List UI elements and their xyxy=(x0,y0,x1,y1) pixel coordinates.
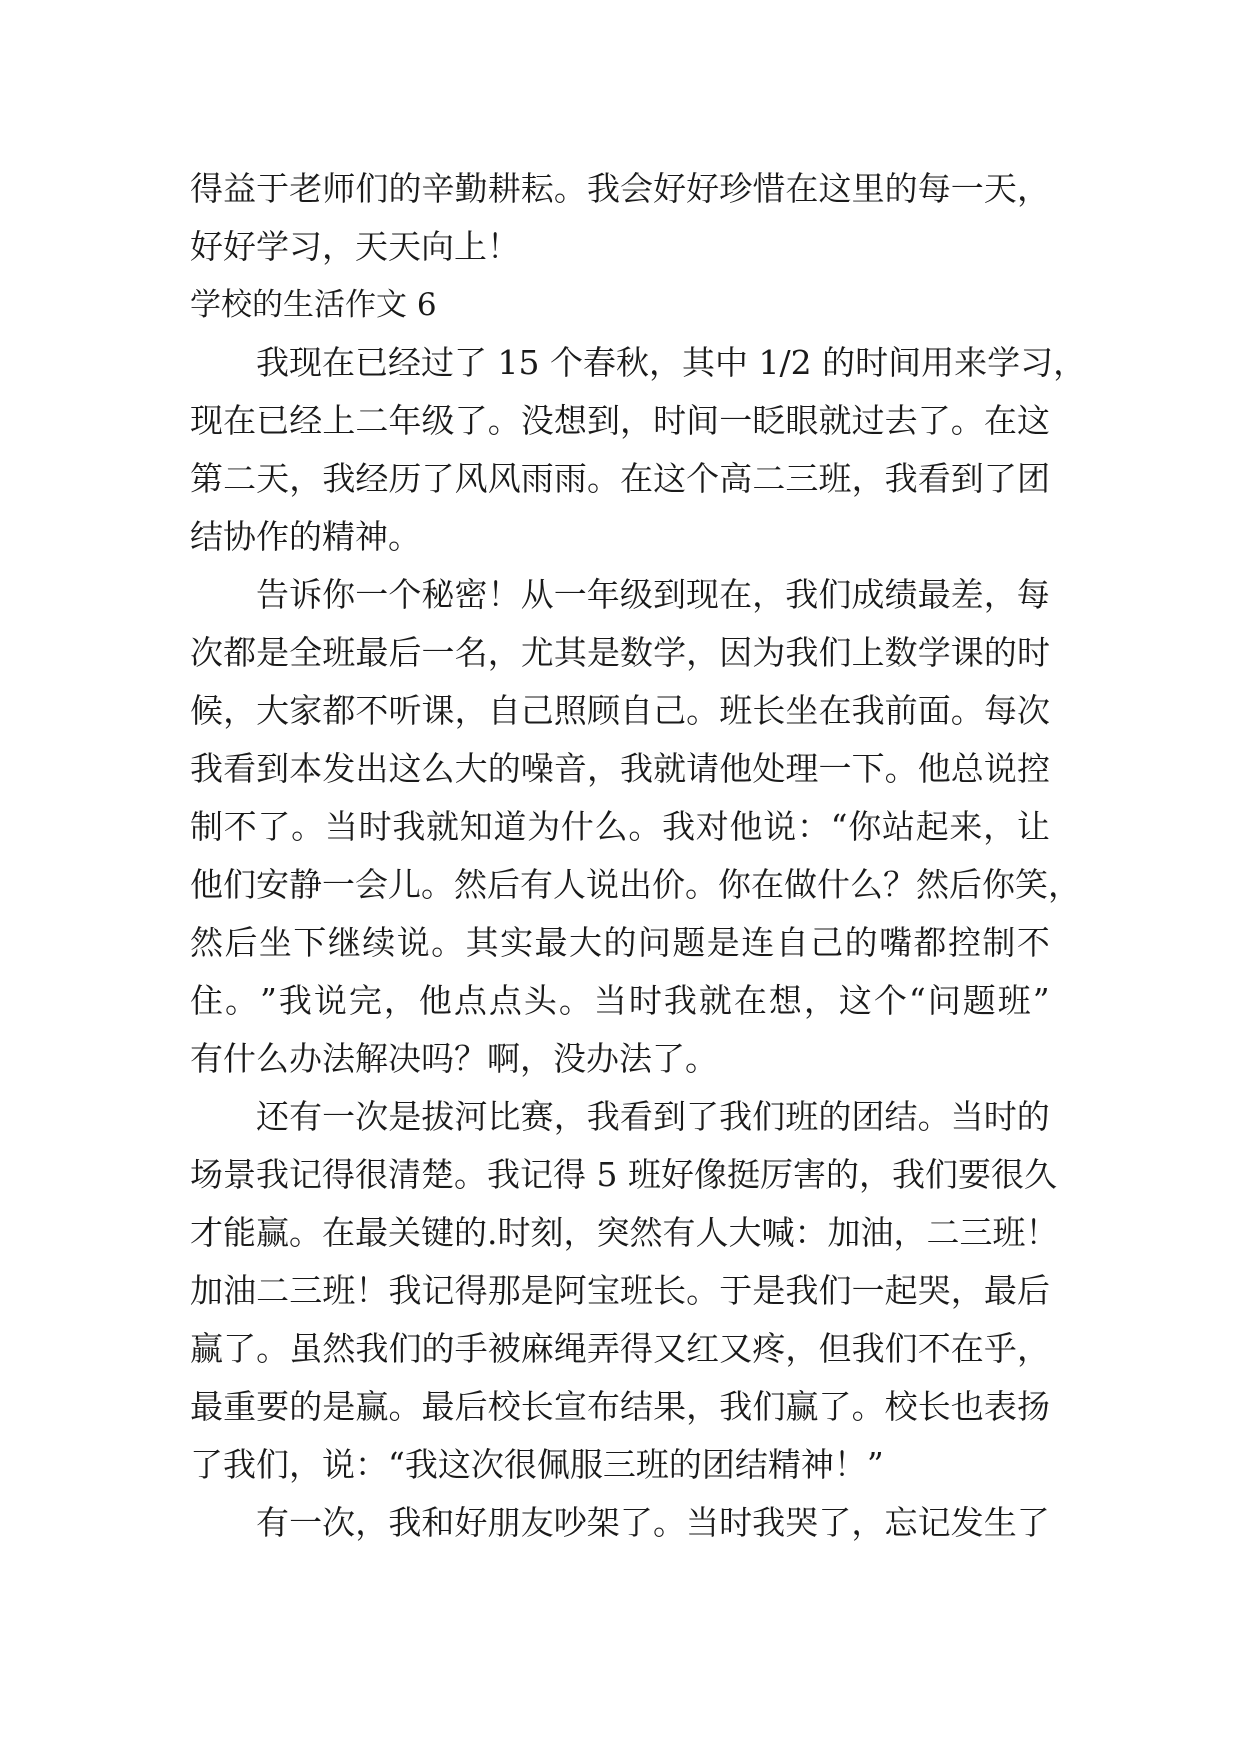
body-text-line: 告 诉 你 一 个 秘 密 ！ 从 一 年 级 到 现 在 ， 我 们 成 绩 最 差 ， 每 xyxy=(256,575,1050,614)
paragraph xyxy=(190,1494,1050,1552)
body-text-line: 场 景 我 记 得 很 清 楚 。 我 记 得 5 班 好 像 挺 厉 害 的 ， 我 们 要 很 久 xyxy=(190,1155,1057,1194)
body-text-line: 次 都 是 全 班 最 后 一 名 ， 尤 其 是 数 学 ， 因 为 我 们 上 数 学 课 的 时 xyxy=(190,633,1050,672)
body-text-line: 住 。 ” 我 说 完 ， 他 点 点 头 。 当 时 我 就 在 想 ， 这 个 “ 问 题 班 ” xyxy=(190,981,1050,1020)
paragraph xyxy=(190,1088,1059,1494)
body-text-line: 最 重 要 的 是 赢 。 最 后 校 长 宣 布 结 果 ， 我 们 赢 了 。 校 长 也 表 扬 xyxy=(190,1387,1050,1426)
body-text-line: 我 看 到 本 发 出 这 么 大 的 噪 音 ， 我 就 请 他 处 理 一 下 。 他 总 说 控 xyxy=(190,749,1050,788)
body-text-line: 然 后 坐 下 继 续 说 。 其 实 最 大 的 问 题 是 连 自 己 的 嘴 都 控 制 不 xyxy=(190,923,1050,962)
body-text-line: 好好学习，天天向上！ xyxy=(190,227,520,266)
paragraph xyxy=(190,566,1081,1088)
body-text-line: 赢 了 。 虽 然 我 们 的 手 被 麻 绳 弄 得 又 红 又 疼 ， 但 我 们 不 在 乎 ， xyxy=(190,1329,1050,1368)
body-text-line: 制 不 了 。 当 时 我 就 知 道 为 什 么 。 我 对 他 说 ： “ 你 站 起 来 ， 让 xyxy=(190,807,1050,846)
body-text-line: 了我们，说：“我这次很佩服三班的团结精神！” xyxy=(190,1445,884,1484)
body-text-line: 得 益 于 老 师 们 的 辛 勤 耕 耘 。 我 会 好 好 珍 惜 在 这 里 的 每 一 天 ， xyxy=(190,169,1050,208)
body-text-line: 他 们 安 静 一 会 儿 。 然 后 有 人 说 出 价 。 你 在 做 什 么 ？ 然 后 你 笑 ， xyxy=(190,865,1081,904)
body-text-line: 现 在 已 经 上 二 年 级 了 。 没 想 到 ， 时 间 一 眨 眼 就 过 去 了 。 在 这 xyxy=(190,401,1050,440)
body-text-line: 有 一 次 ， 我 和 好 朋 友 吵 架 了 。 当 时 我 哭 了 ， 忘 记 发 生 了 xyxy=(256,1503,1050,1542)
body-text-line: 第 二 天 ， 我 经 历 了 风 风 雨 雨 。 在 这 个 高 二 三 班 ， 我 看 到 了 团 xyxy=(190,459,1050,498)
section-title: 学校的生活作文 6 xyxy=(190,287,437,323)
body-text-line: 还 有 一 次 是 拔 河 比 赛 ， 我 看 到 了 我 们 班 的 团 结 。 当 时 的 xyxy=(256,1097,1050,1136)
paragraph xyxy=(190,334,1087,566)
body-text-line: 才 能 赢 。 在 最 关 键 的 . 时 刻 ， 突 然 有 人 大 喊 ： 加 油 ， 二 三 班 ！ xyxy=(190,1213,1059,1252)
body-text-line: 候 ， 大 家 都 不 听 课 ， 自 己 照 顾 自 己 。 班 长 坐 在 我 前 面 。 每 次 xyxy=(190,691,1050,730)
body-text-line: 我 现 在 已 经 过 了 1 5 个 春 秋 ， 其 中 1 / 2 的 时 间 用 来 学 习 ， xyxy=(256,343,1087,382)
body-text-line: 有什么办法解决吗？啊，没办法了。 xyxy=(190,1039,718,1078)
body-text-line: 加 油 二 三 班 ！ 我 记 得 那 是 阿 宝 班 长 。 于 是 我 们 一 起 哭 ， 最 后 xyxy=(190,1271,1050,1310)
body-text-line: 结协作的精神。 xyxy=(190,517,421,556)
document-page xyxy=(190,160,1087,1552)
